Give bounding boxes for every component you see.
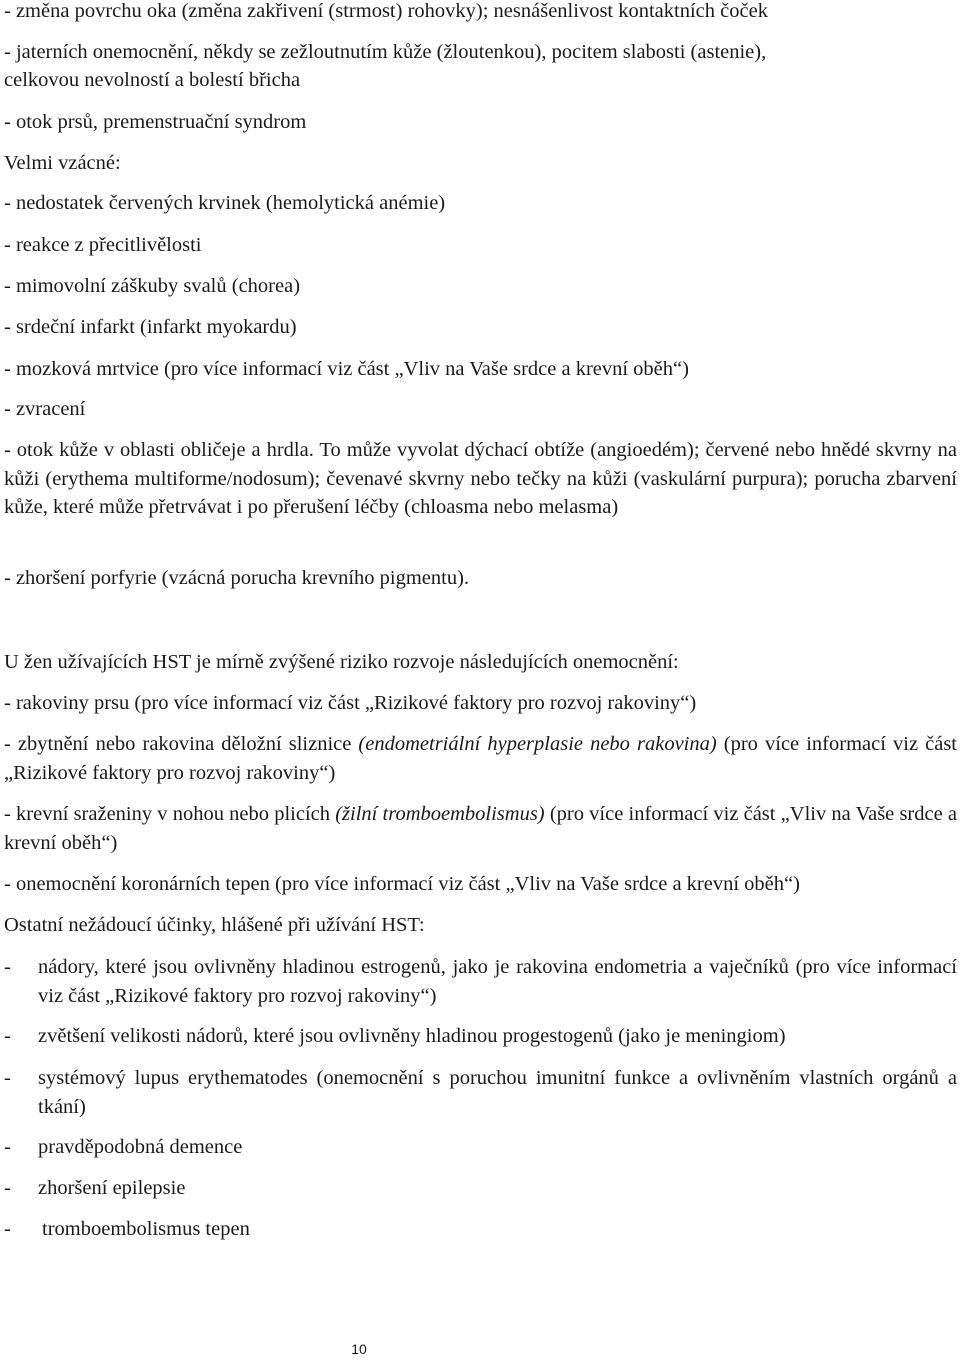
list-item: - zvracení [4, 398, 86, 420]
skin-reactions-paragraph: - otok kůže v oblasti obličeje a hrdla. To může vyvolat dýchací obtíže (angioedém); červené nebo hnědé skvrny na kůži (erythema multiforme/nodosum); čevenavé skvrny nebo tečky na kůži (vaskulární purpura); porucha zbarvení kůže, které může přetrvávat i po přerušení léčby (chloasma nebo melasma) [4, 439, 957, 518]
list-item-endometrium [4, 730, 957, 787]
list-item-text: nádory, které jsou ovlivněny hladinou estrogenů, jako je rakovina endometria a vaječníků (pro více informací viz část „Rizikové faktory pro rozvoj rakoviny“) [38, 956, 957, 1007]
section-heading-other-effects: Ostatní nežádoucí účinky, hlášené při užívání HST: [4, 914, 425, 936]
list-item: - mozková mrtvice (pro více informací viz část „Vliv na Vaše srdce a krevní oběh“) [4, 358, 689, 380]
list-item: - mimovolní záškuby svalů (chorea) [4, 275, 301, 297]
list-item [4, 1022, 957, 1051]
list-dash: - [4, 1218, 11, 1240]
subheading-very-rare: Velmi vzácné: [4, 152, 121, 174]
list-item: - změna povrchu oka (změna zakřivení (strmost) rohovky); nesnášenlivost kontaktních čoček [4, 0, 768, 22]
list-item-text: zhoršení epilepsie [38, 1177, 186, 1199]
list-item-continuation: celkovou nevolností a bolestí břicha [4, 69, 301, 91]
endometrium-reference: (pro více informací viz část „Rizikové faktory pro rozvoj rakoviny“) [4, 733, 958, 784]
list-item: - onemocnění koronárních tepen (pro více informací viz část „Vliv na Vaše srdce a krevní oběh“) [4, 873, 800, 895]
list-item: - rakoviny prsu (pro více informací viz část „Rizikové faktory pro rozvoj rakoviny“) [4, 692, 697, 714]
list-item [4, 1174, 957, 1203]
endometrium-term: (endometriální hyperplasie nebo rakovina) [358, 733, 717, 755]
page-number: 10 [351, 1341, 367, 1357]
list-item: - nedostatek červených krvinek (hemolytická anémie) [4, 192, 446, 214]
thrombo-reference: (pro více informací viz část „Vliv na Vaše srdce a krevní oběh“) [4, 803, 957, 854]
list-item [4, 1133, 957, 1162]
list-item-text: systémový lupus erythematodes (onemocnění s poruchou imunitní funkce a ovlivněním vlastních orgánů a tkání) [38, 1067, 957, 1118]
list-dash: - [4, 1177, 11, 1199]
list-item: - otok prsů, premenstruační syndrom [4, 111, 307, 133]
thrombo-term: (žilní tromboembolismus) [335, 803, 545, 825]
list-item: - reakce z přecitlivělosti [4, 234, 202, 256]
list-item-thrombo [4, 800, 957, 857]
list-item [4, 1064, 957, 1121]
list-item [4, 953, 957, 1010]
endometrium-text: - zbytnění nebo rakovina děložní sliznice [4, 733, 359, 755]
thrombo-text: - krevní sraženiny v nohou nebo plicích [4, 803, 336, 825]
list-item-text: zvětšení velikosti nádorů, které jsou ovlivněny hladinou progestogenů (jako je meningiom) [38, 1025, 786, 1047]
list-dash: - [4, 1136, 11, 1158]
list-dash: - [4, 956, 11, 978]
list-item: - jaterních onemocnění, někdy se zežloutnutím kůže (žloutenkou), pocitem slabosti (astenie), [4, 41, 767, 63]
list-item-text: tromboembolismus tepen [42, 1218, 250, 1240]
list-item: - zhoršení porfyrie (vzácná porucha krevního pigmentu). [4, 567, 470, 589]
list-dash: - [4, 1067, 11, 1089]
list-item: - srdeční infarkt (infarkt myokardu) [4, 316, 297, 338]
section-heading-hst-risks: U žen užívajících HST je mírně zvýšené riziko rozvoje následujících onemocnění: [4, 651, 679, 673]
list-item-text: pravděpodobná demence [38, 1136, 243, 1158]
list-dash: - [4, 1025, 11, 1047]
list-item [4, 1215, 957, 1244]
